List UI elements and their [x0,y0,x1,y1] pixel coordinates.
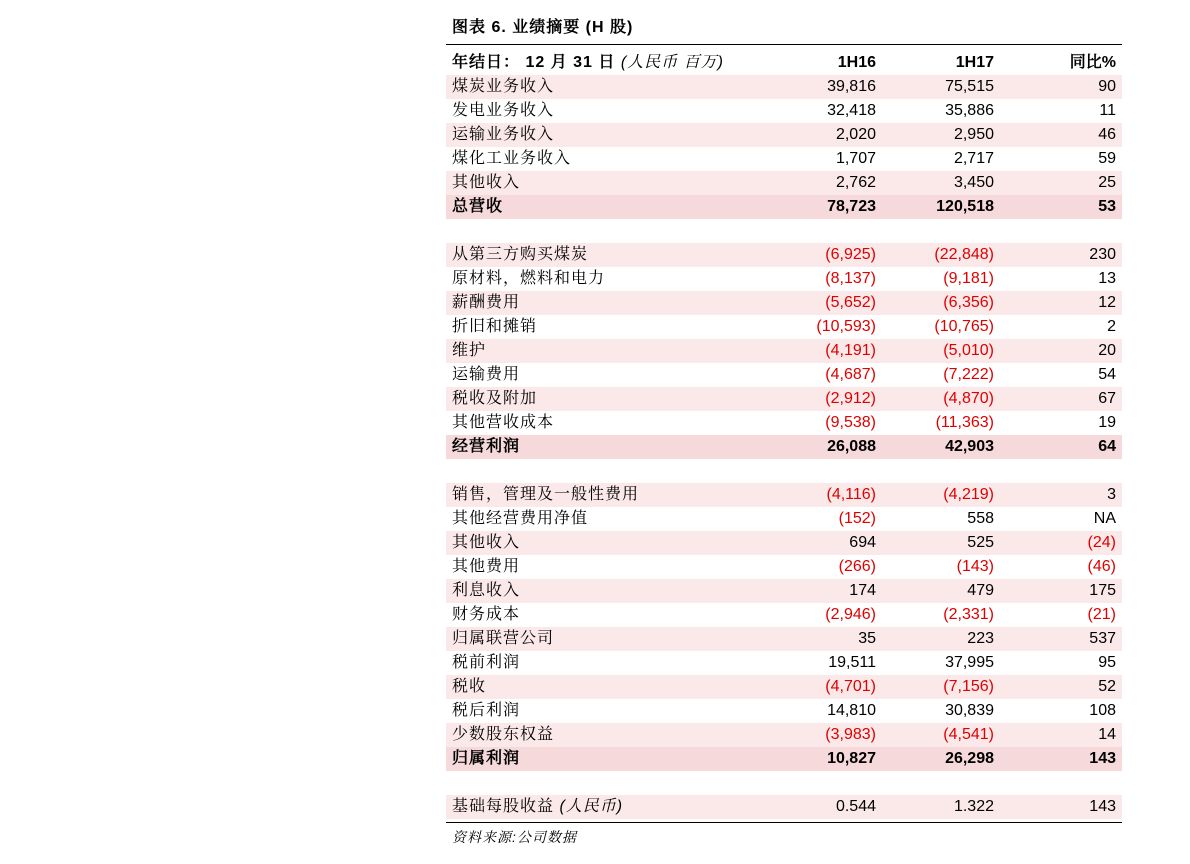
value-1h17: (6,356) [876,291,994,315]
row-label [446,315,751,339]
value-yoy: 64 [994,435,1122,459]
row-label-text: 其他收入 [452,534,521,551]
row-label [446,531,751,555]
row-label-text: 其他营收成本 [452,414,555,431]
source-note: 资料来源:公司数据 [452,829,577,845]
row-label [446,699,751,723]
value-yoy: 25 [994,171,1122,195]
value-yoy: 11 [1099,102,1116,119]
table-row [446,171,1122,195]
value-1h17: (10,765) [934,318,994,335]
value-yoy: 3 [994,483,1122,507]
spacer-cell [994,219,1122,243]
row-label-text: 维护 [452,342,487,359]
row-label-text: 少数股东权益 [452,726,555,743]
value-yoy: 12 [994,291,1122,315]
row-unit: (人民币) [559,798,624,815]
value-1h16: 35 [751,627,876,651]
value-yoy: 230 [994,243,1122,267]
row-label-text: 税后利润 [452,702,521,719]
row-label-text: 销售，管理及一般性费用 [452,486,640,503]
table-row [446,267,1122,291]
header-col-yoy: 同比% [1069,54,1116,71]
value-1h16: (10,593) [816,318,876,335]
value-yoy: 20 [994,339,1122,363]
top-rule [446,44,1122,45]
value-yoy: 14 [994,723,1122,747]
table-row [446,147,1122,171]
value-yoy: 67 [994,387,1122,411]
value-yoy: 175 [994,579,1122,603]
value-1h16: 10,827 [751,747,876,771]
value-1h17: 1.322 [876,795,994,819]
value-1h16: (4,687) [825,366,876,383]
table-row [446,651,1122,675]
value-1h17: 2,950 [876,123,994,147]
value-1h16: 174 [751,579,876,603]
spacer-row [446,459,1122,483]
value-1h16: (152) [838,510,876,527]
table-row [446,795,1122,819]
value-yoy: 13 [1098,270,1116,287]
table-title: 图表 6. 业绩摘要 (H 股) [452,19,634,36]
value-1h17: 223 [876,627,994,651]
row-label-text: 其他经营费用净值 [452,510,589,527]
table-row [446,603,1122,627]
row-label [446,99,751,123]
row-label-text: 税前利润 [452,654,521,671]
table-row [446,387,1122,411]
value-1h16: (5,652) [751,291,876,315]
row-label [446,123,751,147]
value-1h17: 75,515 [876,75,994,99]
bottom-rule [446,822,1122,823]
header-col-1h16: 1H16 [837,54,876,71]
value-yoy: 2 [1107,318,1116,335]
row-label-text: 财务成本 [452,606,521,623]
value-1h16: (2,946) [825,606,876,623]
header-label-cell [446,51,751,75]
value-yoy: 143 [994,747,1122,771]
value-1h17: (4,219) [876,483,994,507]
row-label-text: 总营收 [452,198,504,215]
row-label [446,411,751,435]
value-1h16: (2,912) [751,387,876,411]
row-label [446,147,751,171]
value-1h17: (11,363) [935,414,994,431]
header-label: 年结日： 12 月 31 日 [452,54,616,71]
table-row [446,627,1122,651]
spacer-cell [876,219,994,243]
value-1h16: 2,020 [751,123,876,147]
row-label [446,291,751,315]
row-label [446,435,751,459]
value-1h17: (2,331) [943,606,994,623]
row-label-text: 税收及附加 [452,390,538,407]
table-row [446,339,1122,363]
table-row [446,291,1122,315]
value-yoy: 537 [994,627,1122,651]
row-label-text: 薪酬费用 [452,294,521,311]
value-1h16: (3,983) [751,723,876,747]
row-label-text: 归属利润 [452,750,521,767]
total-row [446,195,1122,219]
value-yoy: 53 [994,195,1122,219]
value-1h16: 39,816 [751,75,876,99]
header-unit: (人民币 百万) [620,54,724,71]
row-label-text: 利息收入 [452,582,521,599]
value-yoy: 52 [994,675,1122,699]
total-row [446,747,1122,771]
value-1h16: (6,925) [751,243,876,267]
row-label [446,651,751,675]
header-row [446,51,1122,75]
value-1h16: 26,088 [751,435,876,459]
spacer-cell [446,219,751,243]
row-label [446,795,751,819]
row-label-text: 煤炭业务收入 [452,78,555,95]
value-1h17: (5,010) [876,339,994,363]
value-yoy: 108 [1089,702,1116,719]
value-1h16: 2,762 [751,171,876,195]
value-1h17: 479 [876,579,994,603]
value-1h16: (4,116) [751,483,876,507]
row-label [446,603,751,627]
value-yoy: (46) [1087,558,1116,575]
value-1h16: 78,723 [751,195,876,219]
value-1h17: 37,995 [945,654,994,671]
row-label-text: 原材料，燃料和电力 [452,270,606,287]
financial-table [446,51,1122,819]
value-1h17: 2,717 [953,150,994,167]
value-1h17: 525 [876,531,994,555]
row-label [446,363,751,387]
row-label-text: 运输费用 [452,366,521,383]
value-1h16: 694 [751,531,876,555]
value-1h16: (8,137) [825,270,876,287]
header-col-1h17: 1H17 [955,54,994,71]
row-label-text: 其他收入 [452,174,521,191]
value-1h17: 26,298 [876,747,994,771]
value-1h17: (7,222) [943,366,994,383]
table-row [446,507,1122,531]
row-label-text: 归属联营公司 [452,630,555,647]
row-label [446,747,751,771]
value-yoy: 19 [1098,414,1116,431]
spacer-cell [994,771,1122,795]
table-row [446,531,1122,555]
row-label [446,675,751,699]
value-1h17: (22,848) [876,243,994,267]
value-yoy: (21) [1087,606,1116,623]
row-label-text: 其他费用 [452,558,521,575]
spacer-cell [751,459,876,483]
value-yoy: 90 [994,75,1122,99]
table-row [446,99,1122,123]
row-label-text: 从第三方购买煤炭 [452,246,589,263]
table-row [446,363,1122,387]
row-label-text: 基础每股收益 [452,798,555,815]
value-1h17: (4,541) [876,723,994,747]
table-row [446,411,1122,435]
row-label [446,579,751,603]
table-row [446,555,1122,579]
row-label-text: 税收 [452,678,487,695]
value-1h17: (9,181) [943,270,994,287]
table-row [446,699,1122,723]
value-1h17: 42,903 [876,435,994,459]
spacer-row [446,219,1122,243]
value-1h17: (4,870) [876,387,994,411]
row-label [446,75,751,99]
row-label-text: 运输业务收入 [452,126,555,143]
row-label [446,339,751,363]
value-1h16: (266) [838,558,876,575]
row-label [446,171,751,195]
value-1h16: (4,701) [751,675,876,699]
value-1h17: 120,518 [876,195,994,219]
row-label [446,243,751,267]
row-label [446,195,751,219]
table-row [446,315,1122,339]
value-yoy: 95 [1098,654,1116,671]
row-label-text: 发电业务收入 [452,102,555,119]
table-row [446,675,1122,699]
value-yoy: (24) [994,531,1122,555]
table-row [446,75,1122,99]
row-label-text: 经营利润 [452,438,521,455]
value-1h17: (7,156) [876,675,994,699]
spacer-cell [751,219,876,243]
value-yoy: NA [1093,510,1116,527]
spacer-cell [751,771,876,795]
value-yoy: 59 [1098,150,1116,167]
table-row [446,483,1122,507]
row-label [446,483,751,507]
row-label [446,507,751,531]
value-1h16: 32,418 [827,102,876,119]
spacer-cell [446,771,751,795]
value-1h17: 3,450 [876,171,994,195]
value-1h17: 558 [967,510,994,527]
total-row [446,435,1122,459]
value-yoy: 46 [994,123,1122,147]
row-label [446,267,751,291]
table-row [446,243,1122,267]
spacer-cell [876,771,994,795]
value-1h16: 14,810 [827,702,876,719]
row-label [446,627,751,651]
row-label [446,387,751,411]
value-1h16: (4,191) [751,339,876,363]
row-label-text: 煤化工业务收入 [452,150,572,167]
value-1h17: (143) [956,558,994,575]
spacer-cell [446,459,751,483]
spacer-cell [876,459,994,483]
value-1h16: 19,511 [828,654,876,671]
table-row [446,723,1122,747]
row-label [446,555,751,579]
spacer-row [446,771,1122,795]
table-row [446,123,1122,147]
table-row [446,579,1122,603]
value-1h16: 0.544 [751,795,876,819]
row-label [446,723,751,747]
value-1h16: (9,538) [825,414,876,431]
value-yoy: 54 [1098,366,1116,383]
value-1h16: 1,707 [835,150,876,167]
value-1h17: 30,839 [945,702,994,719]
value-yoy: 143 [994,795,1122,819]
row-label-text: 折旧和摊销 [452,318,538,335]
spacer-cell [994,459,1122,483]
value-1h17: 35,886 [945,102,994,119]
